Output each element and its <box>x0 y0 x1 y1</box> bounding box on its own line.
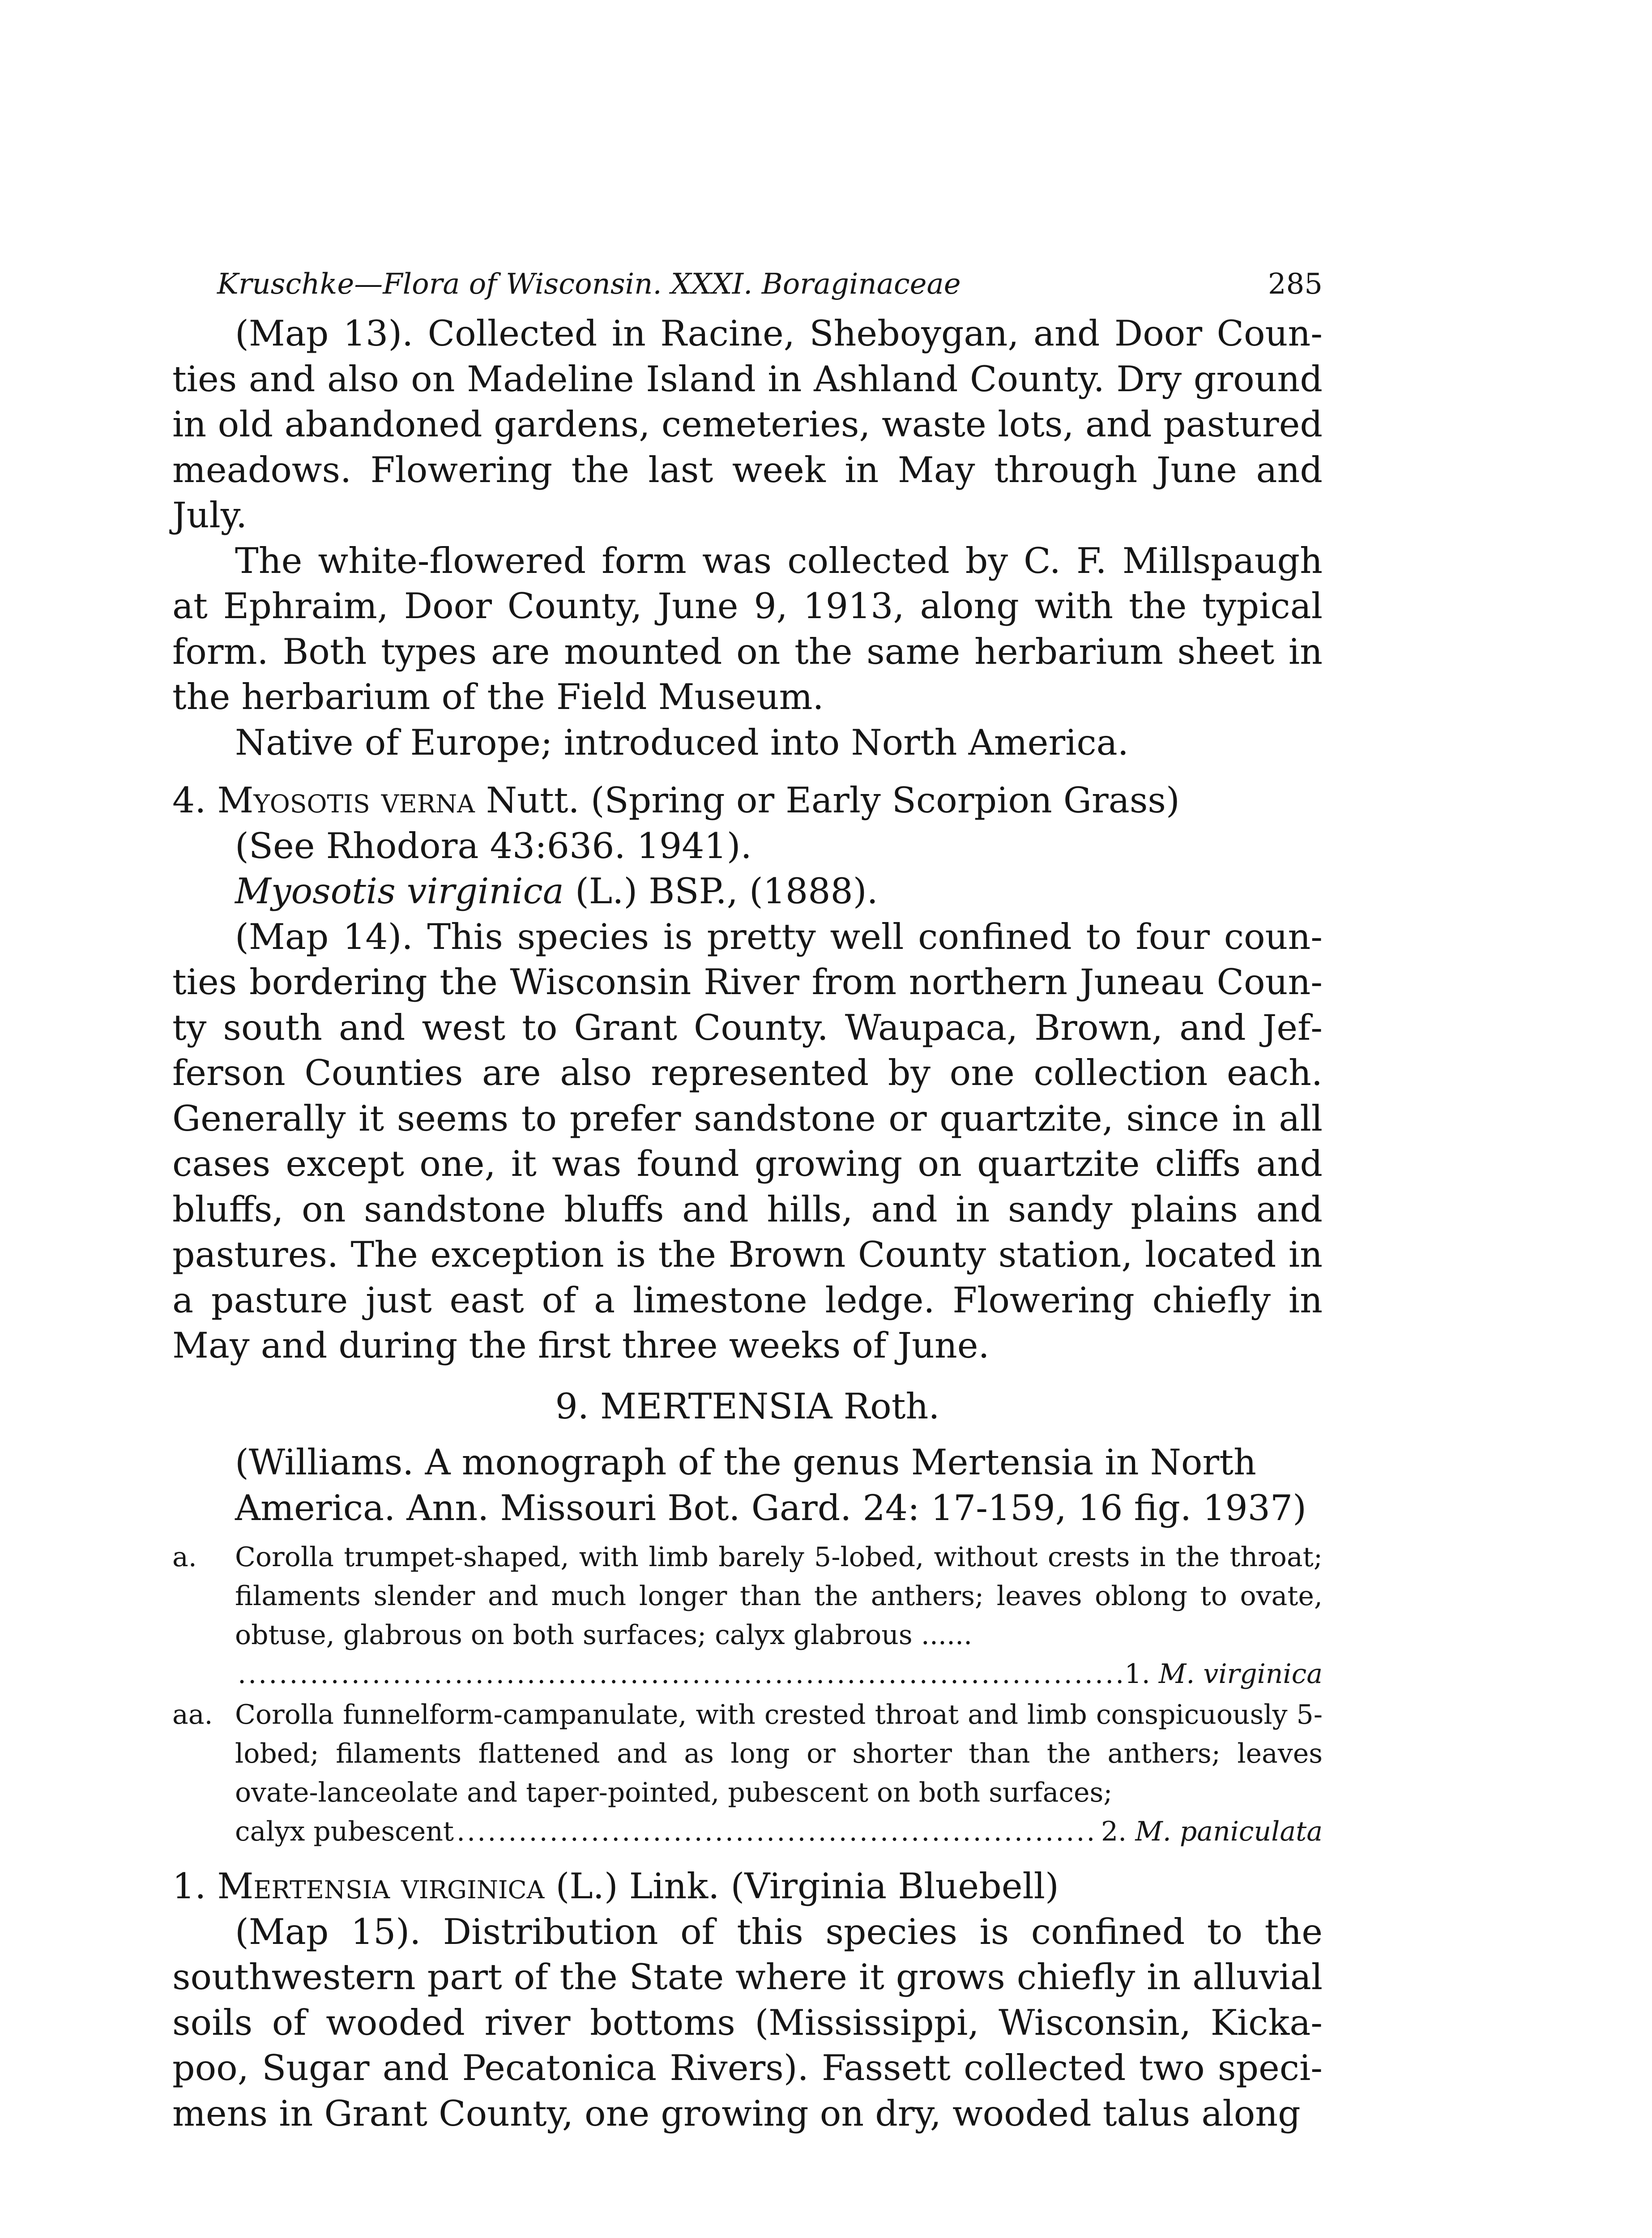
species-author-common-name: (L.) Link. (Virginia Bluebell) <box>544 1866 1059 1907</box>
key-last-line-aa: calyx pubescent <box>235 1816 454 1847</box>
key-letter-a: a. <box>172 1542 197 1573</box>
key-target-number: 1. <box>1124 1658 1150 1690</box>
identification-key <box>172 1538 1323 1851</box>
paragraph-white-flowered-form: The white-flowered form was collected by C. F. Millspaugh at Ephraim, Door County, June 9, 1913, along with the typical form. Both types are mounted on the same herbarium sheet in the herbarium of the Field Museum. <box>172 540 1323 718</box>
key-entry-a <box>172 1538 1323 1694</box>
running-title: Kruschke—Flora of Wisconsin. XXXI. Boraginaceae <box>217 268 961 301</box>
genus-reference-line-1: (Williams. A monograph of the genus Mertensia in North <box>235 1442 1256 1483</box>
key-target-a <box>1125 1655 1323 1694</box>
key-letter-aa: aa. <box>172 1699 213 1730</box>
key-text-aa: Corolla funnelform-campanulate, with crested throat and limb conspicuously 5-lobed; filaments flattened and as long or shorter than the anthers; leaves ovate-lanceolate and taper-pointed, pubescent on both surfaces; <box>235 1699 1323 1808</box>
key-entry-aa <box>172 1696 1323 1851</box>
key-leader-line-aa <box>235 1812 1323 1851</box>
species-name: Myosotis verna <box>217 780 475 821</box>
paragraph-map14: (Map 14). This species is pretty well confined to four counties bordering the Wisconsin River from northern Juneau County south and west to Grant County. Waupaca, Brown, and Jefferson Counties are also represented by one collection each. Generally it seems to prefer sandstone or quartzite, since in all cases except one, it was found growing on quartzite cliffs and bluffs, on sandstone bluffs and hills, and in sandy plains and pastures. The exception is the Brown County station, located in a pasture just east of a limestone ledge. Flowering chiefly in May and during the first three weeks of June. <box>172 916 1323 1366</box>
leader-dots <box>457 1812 1098 1851</box>
species-heading-mertensia-virginica <box>172 1864 1323 1909</box>
paragraph-map13: (Map 13). Collected in Racine, Sheboygan, and Door Counties and also on Madeline Island in Ashland County. Dry ground in old abandoned gardens, cemeteries, waste lots, and pastured meadows. Flowering the last week in May through June and July. <box>172 313 1323 536</box>
leader-dots <box>238 1655 1122 1694</box>
paragraph-native: Native of Europe; introduced into North America. <box>235 722 1129 763</box>
paragraph-map15: (Map 15). Distribution of this species is confined to the southwestern part of the State where it grows chiefly in alluvial soils of wooded river bottoms (Mississippi, Wisconsin, Kickapoo, Sugar and Pecatonica Rivers). Fassett collected two specimens in Grant County, one growing on dry, wooded talus along <box>172 1911 1323 2134</box>
key-text-a: Corolla trumpet-shaped, with limb barely 5-lobed, without crests in the throat; filaments slender and much longer than the anthers; leaves oblong to ovate, obtuse, glabrous on both surfaces; calyx glabrous ...... <box>235 1542 1323 1651</box>
species-author-common-name: Nutt. (Spring or Early Scorpion Grass) <box>474 780 1180 821</box>
running-header <box>217 264 1323 304</box>
species-synonym <box>172 869 1323 914</box>
synonym-name: Myosotis virginica <box>235 871 564 912</box>
genus-heading: 9. MERTENSIA Roth. <box>555 1385 940 1427</box>
species-name: Mertensia virginica <box>217 1866 545 1907</box>
key-target-aa <box>1101 1812 1323 1851</box>
page-number: 285 <box>1268 268 1323 301</box>
species-number: 4. <box>172 780 206 821</box>
key-leader-line-a <box>235 1655 1323 1694</box>
genus-reference-line-2: America. Ann. Missouri Bot. Gard. 24: 17-159, 16 fig. 1937) <box>235 1487 1306 1529</box>
species-heading-myosotis-verna <box>172 778 1323 824</box>
key-target-name: M. virginica <box>1158 1658 1323 1690</box>
genus-reference <box>235 1440 1323 1531</box>
synonym-author: (L.) BSP., (1888). <box>563 871 878 912</box>
key-target-number: 2. <box>1101 1816 1127 1847</box>
species-number: 1. <box>172 1866 206 1907</box>
main-text <box>172 311 1323 2136</box>
key-target-name: M. paniculata <box>1135 1816 1323 1847</box>
species-reference: (See Rhodora 43:636. 1941). <box>235 825 752 867</box>
